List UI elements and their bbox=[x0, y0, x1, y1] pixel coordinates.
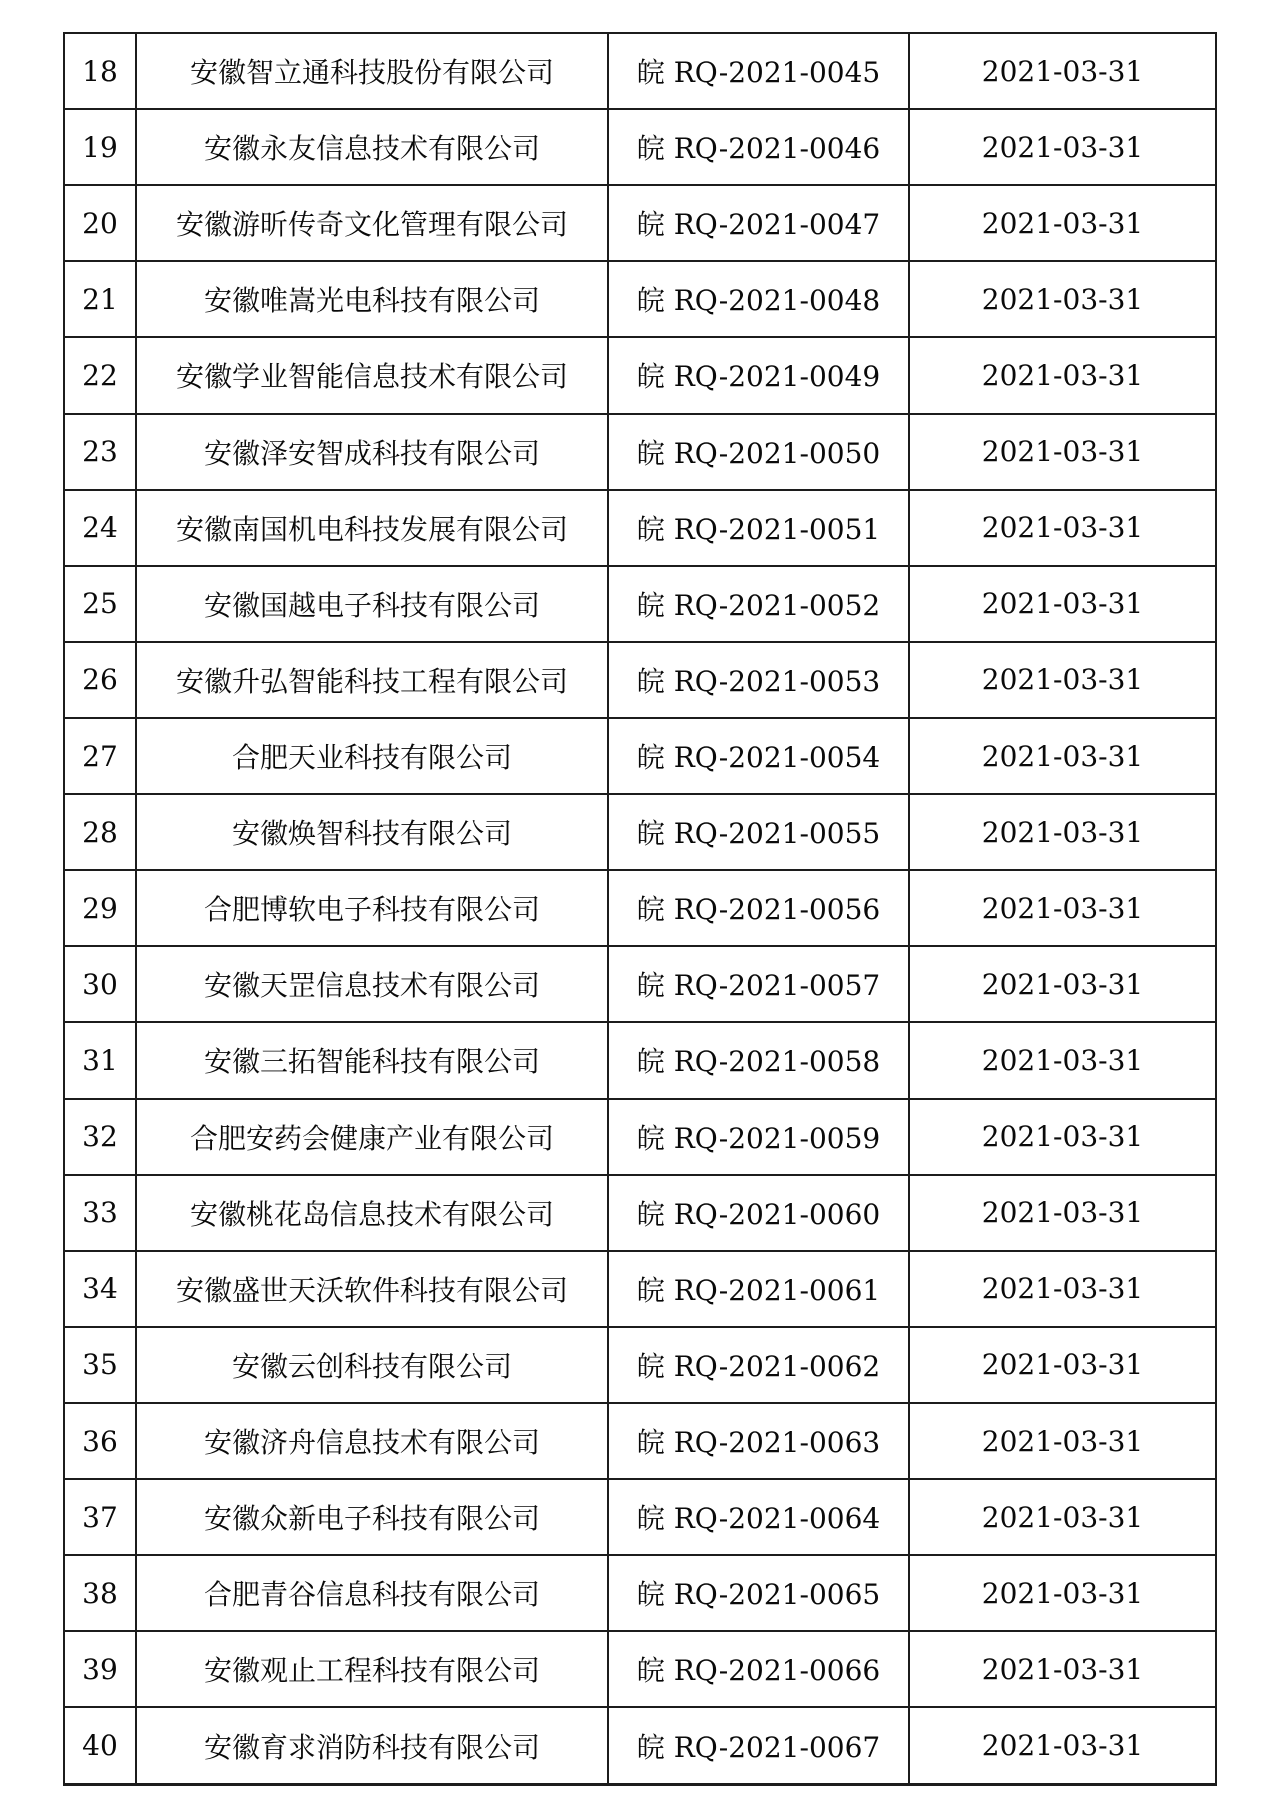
company-name-cell: 安徽三拓智能科技有限公司 bbox=[136, 1022, 608, 1098]
date-cell: 2021-03-31 bbox=[909, 870, 1216, 946]
table-row bbox=[64, 566, 1216, 642]
table-row bbox=[64, 1479, 1216, 1555]
cert-number-cell: 皖 RQ-2021-0067 bbox=[608, 1707, 909, 1784]
company-name-cell: 安徽众新电子科技有限公司 bbox=[136, 1479, 608, 1555]
table-row bbox=[64, 414, 1216, 490]
table-row bbox=[64, 1631, 1216, 1707]
table-row bbox=[64, 490, 1216, 566]
row-number-cell: 30 bbox=[64, 946, 136, 1022]
date-cell: 2021-03-31 bbox=[909, 1099, 1216, 1175]
date-cell: 2021-03-31 bbox=[909, 490, 1216, 566]
table-row bbox=[64, 337, 1216, 413]
table-row bbox=[64, 33, 1216, 109]
date-cell: 2021-03-31 bbox=[909, 1327, 1216, 1403]
table-row bbox=[64, 946, 1216, 1022]
row-number-cell: 36 bbox=[64, 1403, 136, 1479]
table-row bbox=[64, 718, 1216, 794]
cert-number-cell: 皖 RQ-2021-0065 bbox=[608, 1555, 909, 1631]
date-cell: 2021-03-31 bbox=[909, 261, 1216, 337]
table-row bbox=[64, 870, 1216, 946]
row-number-cell: 21 bbox=[64, 261, 136, 337]
cert-number-cell: 皖 RQ-2021-0055 bbox=[608, 794, 909, 870]
cert-number-cell: 皖 RQ-2021-0059 bbox=[608, 1099, 909, 1175]
company-name-cell: 安徽育求消防科技有限公司 bbox=[136, 1707, 608, 1784]
cert-number-cell: 皖 RQ-2021-0057 bbox=[608, 946, 909, 1022]
row-number-cell: 32 bbox=[64, 1099, 136, 1175]
table-body bbox=[64, 33, 1216, 1785]
cert-number-cell: 皖 RQ-2021-0051 bbox=[608, 490, 909, 566]
date-cell: 2021-03-31 bbox=[909, 1175, 1216, 1251]
row-number-cell: 40 bbox=[64, 1707, 136, 1784]
cert-number-cell: 皖 RQ-2021-0045 bbox=[608, 33, 909, 109]
date-cell: 2021-03-31 bbox=[909, 566, 1216, 642]
table-row bbox=[64, 1175, 1216, 1251]
row-number-cell: 27 bbox=[64, 718, 136, 794]
date-cell: 2021-03-31 bbox=[909, 946, 1216, 1022]
cert-number-cell: 皖 RQ-2021-0052 bbox=[608, 566, 909, 642]
date-cell: 2021-03-31 bbox=[909, 185, 1216, 261]
cert-number-cell: 皖 RQ-2021-0063 bbox=[608, 1403, 909, 1479]
cert-number-cell: 皖 RQ-2021-0050 bbox=[608, 414, 909, 490]
table-row bbox=[64, 261, 1216, 337]
table-row bbox=[64, 1403, 1216, 1479]
cert-number-cell: 皖 RQ-2021-0053 bbox=[608, 642, 909, 718]
company-name-cell: 安徽泽安智成科技有限公司 bbox=[136, 414, 608, 490]
cert-number-cell: 皖 RQ-2021-0049 bbox=[608, 337, 909, 413]
cert-number-cell: 皖 RQ-2021-0062 bbox=[608, 1327, 909, 1403]
table-row bbox=[64, 1555, 1216, 1631]
date-cell: 2021-03-31 bbox=[909, 642, 1216, 718]
company-name-cell: 安徽济舟信息技术有限公司 bbox=[136, 1403, 608, 1479]
date-cell: 2021-03-31 bbox=[909, 1555, 1216, 1631]
row-number-cell: 29 bbox=[64, 870, 136, 946]
company-name-cell: 合肥青谷信息科技有限公司 bbox=[136, 1555, 608, 1631]
company-name-cell: 合肥天业科技有限公司 bbox=[136, 718, 608, 794]
company-name-cell: 安徽升弘智能科技工程有限公司 bbox=[136, 642, 608, 718]
date-cell: 2021-03-31 bbox=[909, 1707, 1216, 1784]
company-name-cell: 合肥安药会健康产业有限公司 bbox=[136, 1099, 608, 1175]
row-number-cell: 23 bbox=[64, 414, 136, 490]
table-row bbox=[64, 185, 1216, 261]
company-name-cell: 合肥博软电子科技有限公司 bbox=[136, 870, 608, 946]
table-row bbox=[64, 109, 1216, 185]
row-number-cell: 31 bbox=[64, 1022, 136, 1098]
date-cell: 2021-03-31 bbox=[909, 414, 1216, 490]
company-name-cell: 安徽唯嵩光电科技有限公司 bbox=[136, 261, 608, 337]
date-cell: 2021-03-31 bbox=[909, 33, 1216, 109]
date-cell: 2021-03-31 bbox=[909, 1251, 1216, 1327]
table-row bbox=[64, 1327, 1216, 1403]
company-name-cell: 安徽智立通科技股份有限公司 bbox=[136, 33, 608, 109]
table-row bbox=[64, 642, 1216, 718]
row-number-cell: 35 bbox=[64, 1327, 136, 1403]
cert-number-cell: 皖 RQ-2021-0066 bbox=[608, 1631, 909, 1707]
row-number-cell: 19 bbox=[64, 109, 136, 185]
company-name-cell: 安徽游昕传奇文化管理有限公司 bbox=[136, 185, 608, 261]
cert-number-cell: 皖 RQ-2021-0056 bbox=[608, 870, 909, 946]
company-name-cell: 安徽桃花岛信息技术有限公司 bbox=[136, 1175, 608, 1251]
row-number-cell: 34 bbox=[64, 1251, 136, 1327]
row-number-cell: 37 bbox=[64, 1479, 136, 1555]
company-registry-table bbox=[63, 32, 1217, 1786]
company-name-cell: 安徽国越电子科技有限公司 bbox=[136, 566, 608, 642]
row-number-cell: 25 bbox=[64, 566, 136, 642]
cert-number-cell: 皖 RQ-2021-0046 bbox=[608, 109, 909, 185]
row-number-cell: 22 bbox=[64, 337, 136, 413]
cert-number-cell: 皖 RQ-2021-0064 bbox=[608, 1479, 909, 1555]
date-cell: 2021-03-31 bbox=[909, 718, 1216, 794]
date-cell: 2021-03-31 bbox=[909, 337, 1216, 413]
company-name-cell: 安徽盛世天沃软件科技有限公司 bbox=[136, 1251, 608, 1327]
cert-number-cell: 皖 RQ-2021-0047 bbox=[608, 185, 909, 261]
company-name-cell: 安徽学业智能信息技术有限公司 bbox=[136, 337, 608, 413]
company-name-cell: 安徽焕智科技有限公司 bbox=[136, 794, 608, 870]
company-name-cell: 安徽观止工程科技有限公司 bbox=[136, 1631, 608, 1707]
cert-number-cell: 皖 RQ-2021-0048 bbox=[608, 261, 909, 337]
table-row bbox=[64, 794, 1216, 870]
row-number-cell: 38 bbox=[64, 1555, 136, 1631]
table-row bbox=[64, 1099, 1216, 1175]
table-row bbox=[64, 1707, 1216, 1784]
row-number-cell: 39 bbox=[64, 1631, 136, 1707]
cert-number-cell: 皖 RQ-2021-0054 bbox=[608, 718, 909, 794]
company-name-cell: 安徽永友信息技术有限公司 bbox=[136, 109, 608, 185]
company-name-cell: 安徽云创科技有限公司 bbox=[136, 1327, 608, 1403]
row-number-cell: 24 bbox=[64, 490, 136, 566]
row-number-cell: 28 bbox=[64, 794, 136, 870]
table-row bbox=[64, 1251, 1216, 1327]
cert-number-cell: 皖 RQ-2021-0061 bbox=[608, 1251, 909, 1327]
company-name-cell: 安徽天罡信息技术有限公司 bbox=[136, 946, 608, 1022]
date-cell: 2021-03-31 bbox=[909, 1479, 1216, 1555]
date-cell: 2021-03-31 bbox=[909, 794, 1216, 870]
cert-number-cell: 皖 RQ-2021-0060 bbox=[608, 1175, 909, 1251]
date-cell: 2021-03-31 bbox=[909, 1403, 1216, 1479]
date-cell: 2021-03-31 bbox=[909, 1022, 1216, 1098]
row-number-cell: 33 bbox=[64, 1175, 136, 1251]
date-cell: 2021-03-31 bbox=[909, 1631, 1216, 1707]
date-cell: 2021-03-31 bbox=[909, 109, 1216, 185]
row-number-cell: 26 bbox=[64, 642, 136, 718]
company-name-cell: 安徽南国机电科技发展有限公司 bbox=[136, 490, 608, 566]
cert-number-cell: 皖 RQ-2021-0058 bbox=[608, 1022, 909, 1098]
row-number-cell: 20 bbox=[64, 185, 136, 261]
table-row bbox=[64, 1022, 1216, 1098]
row-number-cell: 18 bbox=[64, 33, 136, 109]
